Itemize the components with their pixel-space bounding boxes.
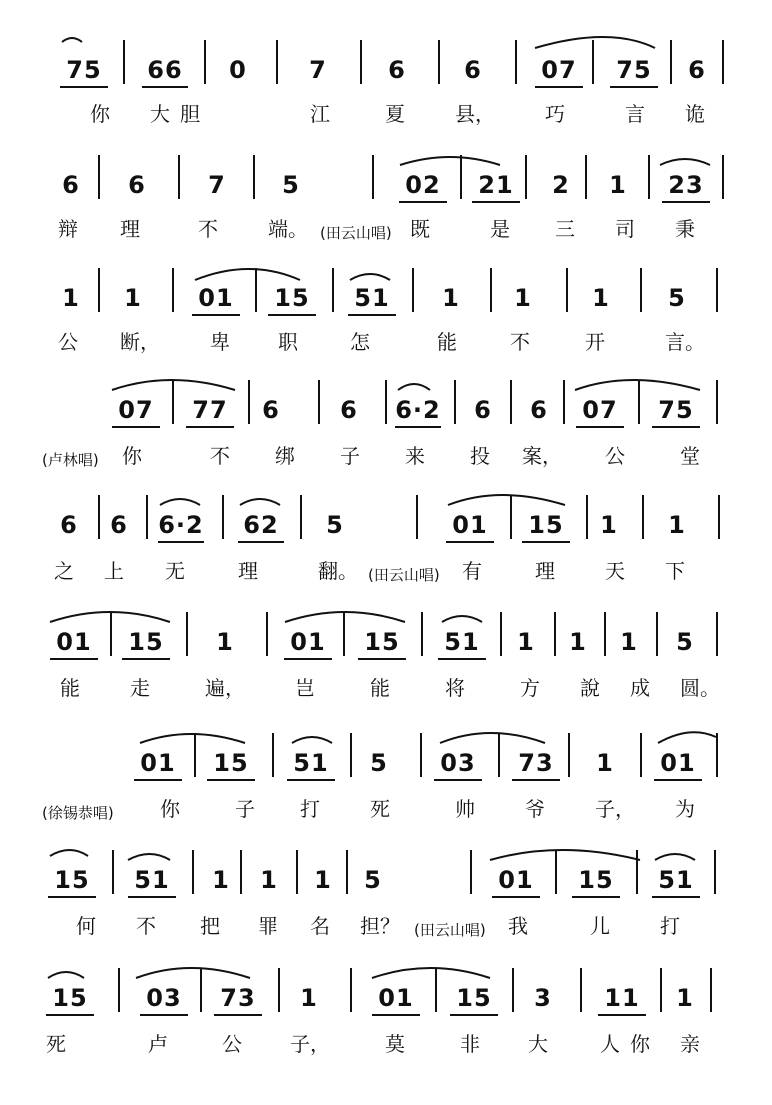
bar-line [222, 495, 224, 539]
note-group: 5 [668, 284, 686, 312]
note-group: 1 [600, 511, 618, 539]
lyric: 江 [310, 102, 330, 126]
bar-line [200, 968, 202, 1012]
bar-line [172, 268, 174, 312]
bar-line [512, 968, 514, 1012]
lyric: 端。 [268, 217, 308, 241]
lyric: 理 [120, 217, 140, 241]
lyric: 理 [238, 559, 258, 583]
lyric: 怎 [350, 330, 370, 354]
lyric: 公 [58, 330, 78, 354]
lyric: 不 [136, 914, 156, 938]
note-group: 6 [530, 396, 548, 424]
bar-line [350, 733, 352, 777]
bar-line [146, 495, 148, 539]
bar-line [568, 733, 570, 777]
bar-line [563, 380, 565, 424]
lyric: 言 [625, 102, 645, 126]
note-group: 66 [140, 56, 190, 84]
note-group: 2 [552, 171, 570, 199]
lyric: 翻。 [318, 559, 358, 583]
note-group: 01 [652, 749, 704, 777]
note-group: 75 [58, 56, 110, 84]
note-group: 0 [229, 56, 247, 84]
bar-line [194, 733, 196, 777]
lyric: 公 [605, 444, 625, 468]
bar-line [272, 733, 274, 777]
note-group: 5 [326, 511, 344, 539]
note-group: 1 [596, 749, 614, 777]
bar-line [204, 40, 206, 84]
bar-line [435, 968, 437, 1012]
lyric: 名 [310, 914, 330, 938]
lyric: 堂 [680, 444, 700, 468]
singer-label: (徐锡恭唱) [42, 804, 114, 822]
note-group: 6 [388, 56, 406, 84]
bar-line [648, 155, 650, 199]
bar-line [332, 268, 334, 312]
bar-line [110, 612, 112, 656]
lyric: 担？ [360, 914, 400, 938]
note-group: 07 [533, 56, 585, 84]
lyric: 既 [410, 217, 430, 241]
lyric: 言。 [665, 330, 705, 354]
lyric: 死 [46, 1032, 66, 1056]
note-group: 1 [668, 511, 686, 539]
bar-line [118, 968, 120, 1012]
bar-line [640, 268, 642, 312]
lyric: 非 [460, 1032, 480, 1056]
bar-line [716, 612, 718, 656]
note-group: 6 [262, 396, 280, 424]
lyric: 帅 [455, 797, 475, 821]
lyric: 大 [528, 1032, 548, 1056]
score-line-5 [0, 485, 772, 595]
lyric: 打 [660, 914, 680, 938]
lyric: 司 [615, 217, 635, 241]
note-group: 7 [309, 56, 327, 84]
lyric: 下 [665, 559, 685, 583]
bar-line [555, 850, 557, 894]
note-group: 15 [120, 628, 172, 656]
lyric: 投 [470, 444, 490, 468]
note-group: 01 [282, 628, 334, 656]
lyric: 三 [555, 217, 575, 241]
bar-line [186, 612, 188, 656]
lyric: 理 [535, 559, 555, 583]
bar-line [660, 968, 662, 1012]
lyric: 天 [605, 559, 625, 583]
bar-line [350, 968, 352, 1012]
lyric: 能 [370, 676, 390, 700]
singer-label: (卢林唱) [42, 451, 99, 469]
lyric: 不 [198, 217, 218, 241]
note-group: 73 [212, 984, 264, 1012]
lyric: 上 [104, 559, 124, 583]
bar-line [420, 733, 422, 777]
bar-line [498, 733, 500, 777]
lyric: 大 [150, 102, 170, 126]
bar-line [716, 268, 718, 312]
lyric: 走 [130, 676, 150, 700]
lyric: 罪 [258, 914, 278, 938]
bar-line [296, 850, 298, 894]
bar-line [510, 380, 512, 424]
bar-line [718, 495, 720, 539]
note-group: 07 [574, 396, 626, 424]
note-group: 15 [44, 984, 96, 1012]
score-line-3 [0, 258, 772, 368]
note-group: 6 [110, 511, 128, 539]
lyric: 诡 [685, 102, 705, 126]
note-group: 01 [190, 284, 242, 312]
note-group: 21 [470, 171, 522, 199]
lyric: 你 [630, 1032, 650, 1056]
bar-line [640, 733, 642, 777]
note-group: 1 [569, 628, 587, 656]
note-group: 3 [534, 984, 552, 1012]
slur-marks [0, 258, 772, 368]
lyric: 子， [290, 1032, 330, 1056]
bar-line [604, 612, 606, 656]
lyric: 把 [200, 914, 220, 938]
note-group: 6 [128, 171, 146, 199]
note-group: 75 [650, 396, 702, 424]
note-group: 51 [126, 866, 178, 894]
note-group: 01 [490, 866, 542, 894]
note-group: 15 [570, 866, 622, 894]
note-group: 03 [432, 749, 484, 777]
note-group: 77 [184, 396, 236, 424]
bar-line [346, 850, 348, 894]
bar-line [385, 380, 387, 424]
lyric: 亲 [680, 1032, 700, 1056]
bar-line [714, 850, 716, 894]
bar-line [343, 612, 345, 656]
note-group: 15 [46, 866, 98, 894]
note-group: 6 [464, 56, 482, 84]
note-group: 11 [596, 984, 648, 1012]
note-group: 15 [356, 628, 408, 656]
note-group: 15 [448, 984, 500, 1012]
bar-line [266, 612, 268, 656]
bar-line [416, 495, 418, 539]
bar-line [192, 850, 194, 894]
bar-line [500, 612, 502, 656]
lyric: 岂 [295, 676, 315, 700]
bar-line [278, 968, 280, 1012]
bar-line [98, 268, 100, 312]
note-group: 51 [650, 866, 702, 894]
note-group: 1 [676, 984, 694, 1012]
note-group: 1 [592, 284, 610, 312]
lyric: 绑 [275, 444, 295, 468]
note-group: 51 [436, 628, 488, 656]
lyric: 断， [120, 330, 160, 354]
lyric: 子 [235, 797, 255, 821]
lyric: 为 [675, 797, 695, 821]
bar-line [585, 155, 587, 199]
bar-line [656, 612, 658, 656]
bar-line [438, 40, 440, 84]
lyric: 何 [76, 914, 96, 938]
bar-line [710, 968, 712, 1012]
note-group: 1 [124, 284, 142, 312]
bar-line [248, 380, 250, 424]
lyric: 死 [370, 797, 390, 821]
lyric: 职 [278, 330, 298, 354]
lyric: 巧 [545, 102, 565, 126]
singer-label: (田云山唱) [320, 224, 392, 242]
bar-line [580, 968, 582, 1012]
bar-line [515, 40, 517, 84]
singer-label: (田云山唱) [414, 921, 486, 939]
note-group: 6·2 [156, 511, 206, 539]
bar-line [300, 495, 302, 539]
note-group: 01 [370, 984, 422, 1012]
bar-line [670, 40, 672, 84]
lyric: 来 [405, 444, 425, 468]
score-line-9 [0, 956, 772, 1066]
note-group: 1 [62, 284, 80, 312]
bar-line [454, 380, 456, 424]
bar-line [525, 155, 527, 199]
bar-line [255, 268, 257, 312]
lyric: 能 [60, 676, 80, 700]
lyric: 不 [210, 444, 230, 468]
lyric: 我 [508, 914, 528, 938]
note-group: 1 [609, 171, 627, 199]
lyric: 有 [462, 559, 482, 583]
bar-line [360, 40, 362, 84]
bar-line [172, 380, 174, 424]
bar-line [642, 495, 644, 539]
note-group: 75 [608, 56, 660, 84]
bar-line [240, 850, 242, 894]
bar-line [372, 155, 374, 199]
bar-line [586, 495, 588, 539]
bar-line [98, 495, 100, 539]
note-group: 5 [364, 866, 382, 894]
singer-label: (田云山唱) [368, 566, 440, 584]
lyric: 之 [54, 559, 74, 583]
lyric: 爷 [525, 797, 545, 821]
bar-line [722, 155, 724, 199]
bar-line [722, 40, 724, 84]
bar-line [636, 850, 638, 894]
note-group: 15 [520, 511, 572, 539]
note-group: 1 [216, 628, 234, 656]
lyric: 秉 [675, 217, 695, 241]
score-line-4 [0, 370, 772, 480]
lyric: 你 [122, 444, 142, 468]
lyric: 你 [90, 102, 110, 126]
lyric: 你 [160, 797, 180, 821]
note-group: 01 [444, 511, 496, 539]
bar-line [123, 40, 125, 84]
note-group: 1 [300, 984, 318, 1012]
score-line-7 [0, 723, 772, 833]
lyric: 子， [595, 797, 635, 821]
note-group: 6 [60, 511, 78, 539]
note-group: 6 [688, 56, 706, 84]
lyric: 方 [520, 676, 540, 700]
note-group: 7 [208, 171, 226, 199]
note-group: 5 [370, 749, 388, 777]
note-group: 01 [48, 628, 100, 656]
lyric: 能 [437, 330, 457, 354]
note-group: 6 [340, 396, 358, 424]
bar-line [421, 612, 423, 656]
lyric: 胆 [180, 102, 200, 126]
score-line-2 [0, 145, 772, 255]
lyric: 是 [490, 217, 510, 241]
lyric: 莫 [385, 1032, 405, 1056]
lyric: 圆。 [680, 676, 720, 700]
lyric: 案， [522, 444, 562, 468]
lyric: 无 [165, 559, 185, 583]
bar-line [318, 380, 320, 424]
note-group: 01 [132, 749, 184, 777]
lyric: 夏 [385, 102, 405, 126]
lyric: 将 [445, 676, 465, 700]
note-group: 03 [138, 984, 190, 1012]
bar-line [98, 155, 100, 199]
bar-line [716, 733, 718, 777]
note-group: 6 [474, 396, 492, 424]
note-group: 1 [212, 866, 230, 894]
note-group: 6 [62, 171, 80, 199]
score-line-1 [0, 30, 772, 140]
lyric: 打 [300, 797, 320, 821]
lyric: 卢 [148, 1032, 168, 1056]
note-group: 07 [110, 396, 162, 424]
note-group: 23 [660, 171, 712, 199]
lyric: 遍， [205, 676, 245, 700]
note-group: 1 [620, 628, 638, 656]
score-line-8 [0, 840, 772, 950]
bar-line [566, 268, 568, 312]
lyric: 公 [222, 1032, 242, 1056]
note-group: 15 [266, 284, 318, 312]
bar-line [638, 380, 640, 424]
note-group: 5 [676, 628, 694, 656]
note-group: 5 [282, 171, 300, 199]
bar-line [412, 268, 414, 312]
lyric: 辩 [58, 217, 78, 241]
note-group: 1 [517, 628, 535, 656]
lyric: 儿 [590, 914, 610, 938]
note-group: 73 [510, 749, 562, 777]
lyric: 人 [600, 1032, 620, 1056]
lyric: 开 [585, 330, 605, 354]
note-group: 1 [314, 866, 332, 894]
bar-line [470, 850, 472, 894]
lyric: 县， [455, 102, 495, 126]
bar-line [592, 40, 594, 84]
note-group: 51 [346, 284, 398, 312]
bar-line [460, 155, 462, 199]
note-group: 02 [397, 171, 449, 199]
bar-line [112, 850, 114, 894]
lyric: 成 [630, 676, 650, 700]
note-group: 15 [205, 749, 257, 777]
bar-line [253, 155, 255, 199]
bar-line [178, 155, 180, 199]
score-line-6 [0, 602, 772, 712]
note-group: 51 [285, 749, 337, 777]
bar-line [276, 40, 278, 84]
note-group: 1 [442, 284, 460, 312]
note-group: 1 [260, 866, 278, 894]
lyric: 說 [580, 676, 600, 700]
note-group: 62 [236, 511, 286, 539]
note-group: 1 [514, 284, 532, 312]
note-group: 6·2 [393, 396, 443, 424]
bar-line [490, 268, 492, 312]
bar-line [716, 380, 718, 424]
lyric: 不 [510, 330, 530, 354]
bar-line [510, 495, 512, 539]
bar-line [554, 612, 556, 656]
lyric: 卑 [210, 330, 230, 354]
lyric: 子 [340, 444, 360, 468]
